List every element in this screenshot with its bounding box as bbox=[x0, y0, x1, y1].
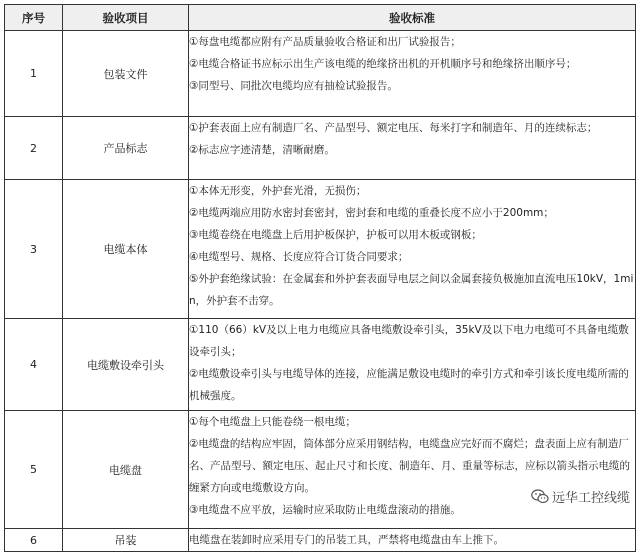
row-standard bbox=[189, 31, 636, 117]
header-no: 序号 bbox=[5, 5, 63, 31]
row-item: 吊装 bbox=[63, 529, 189, 552]
header-standard: 验收标准 bbox=[189, 5, 636, 31]
row-item: 电缆敷设牵引头 bbox=[63, 319, 189, 411]
standard-line: ④电缆型号、规格、长度应符合订货合同要求； bbox=[189, 251, 409, 263]
row-standard bbox=[189, 411, 636, 529]
standard-line: ②标志应字迹清楚，清晰耐磨。 bbox=[189, 144, 335, 156]
standard-line: ②电缆盘的结构应牢固，筒体部分应采用钢结构，电缆盘应完好而不腐烂；盘表面上应有制造厂名、产品型号、额定电压、起止尺寸和长度、制造年、月、重量等标志，应标以箭头指示电缆的缠紧方向或电缆敷设方向。 bbox=[189, 438, 630, 494]
row-number: 4 bbox=[5, 319, 63, 411]
standard-line: ③电缆卷绕在电缆盘上后用护板保护，护板可以用木板或钢板； bbox=[189, 229, 482, 241]
header-item: 验收项目 bbox=[63, 5, 189, 31]
standard-line: ①110（66）kV及以上电力电缆应具备电缆敷设牵引头，35kV及以下电力电缆可不具备电缆敷设牵引头； bbox=[189, 324, 629, 358]
watermark-text: 远华工控线缆 bbox=[551, 491, 630, 506]
header-row bbox=[5, 5, 636, 31]
standard-line: ②电缆合格证书应标示出生产该电缆的绝缘挤出机的开机顺序号和绝缘挤出顺序号； bbox=[189, 58, 577, 70]
standard-line: 电缆盘在装卸时应采用专门的吊装工具，严禁将电缆盘由车上推下。 bbox=[189, 534, 504, 546]
row-number: 5 bbox=[5, 411, 63, 529]
standard-line: ③电缆盘不应平放，运输时应采取防止电缆盘滚动的措施。 bbox=[189, 504, 461, 516]
table-row bbox=[5, 31, 636, 117]
row-standard bbox=[189, 180, 636, 319]
standard-line: ③同型号、同批次电缆均应有抽检试验报告。 bbox=[189, 80, 398, 92]
row-number: 3 bbox=[5, 180, 63, 319]
table-row bbox=[5, 411, 636, 529]
wechat-icon bbox=[531, 489, 549, 504]
table-row bbox=[5, 117, 636, 180]
row-number: 1 bbox=[5, 31, 63, 117]
standard-line: ①护套表面上应有制造厂名、产品型号、额定电压、每米打字和制造年、月的连续标志； bbox=[189, 122, 598, 134]
standard-line: ①每盘电缆都应附有产品质量验收合格证和出厂试验报告； bbox=[189, 36, 461, 48]
acceptance-table bbox=[4, 4, 636, 552]
row-item: 产品标志 bbox=[63, 117, 189, 180]
standard-line: ①本体无形变，外护套光滑，无损伤； bbox=[189, 185, 367, 197]
row-item: 包装文件 bbox=[63, 31, 189, 117]
row-standard bbox=[189, 529, 636, 552]
table-row bbox=[5, 529, 636, 552]
row-item: 电缆盘 bbox=[63, 411, 189, 529]
standard-line: ②电缆敷设牵引头与电缆导体的连接，应能满足敷设电缆时的牵引方式和牵引该长度电缆所需的机械强度。 bbox=[189, 368, 629, 402]
table-row bbox=[5, 180, 636, 319]
standard-line: ②电缆两端应用防水密封套密封，密封套和电缆的重叠长度不应小于200mm； bbox=[189, 207, 554, 219]
row-number: 2 bbox=[5, 117, 63, 180]
standard-line: ⑤外护套绝缘试验：在金属套和外护套表面导电层之间以金属套接负极施加直流电压10kV，1min，外护套不击穿。 bbox=[189, 273, 634, 307]
row-item: 电缆本体 bbox=[63, 180, 189, 319]
table-row bbox=[5, 319, 636, 411]
standard-line: ①每个电缆盘上只能卷绕一根电缆； bbox=[189, 416, 356, 428]
row-number: 6 bbox=[5, 529, 63, 552]
row-standard bbox=[189, 319, 636, 411]
watermark bbox=[529, 487, 632, 506]
row-standard bbox=[189, 117, 636, 180]
